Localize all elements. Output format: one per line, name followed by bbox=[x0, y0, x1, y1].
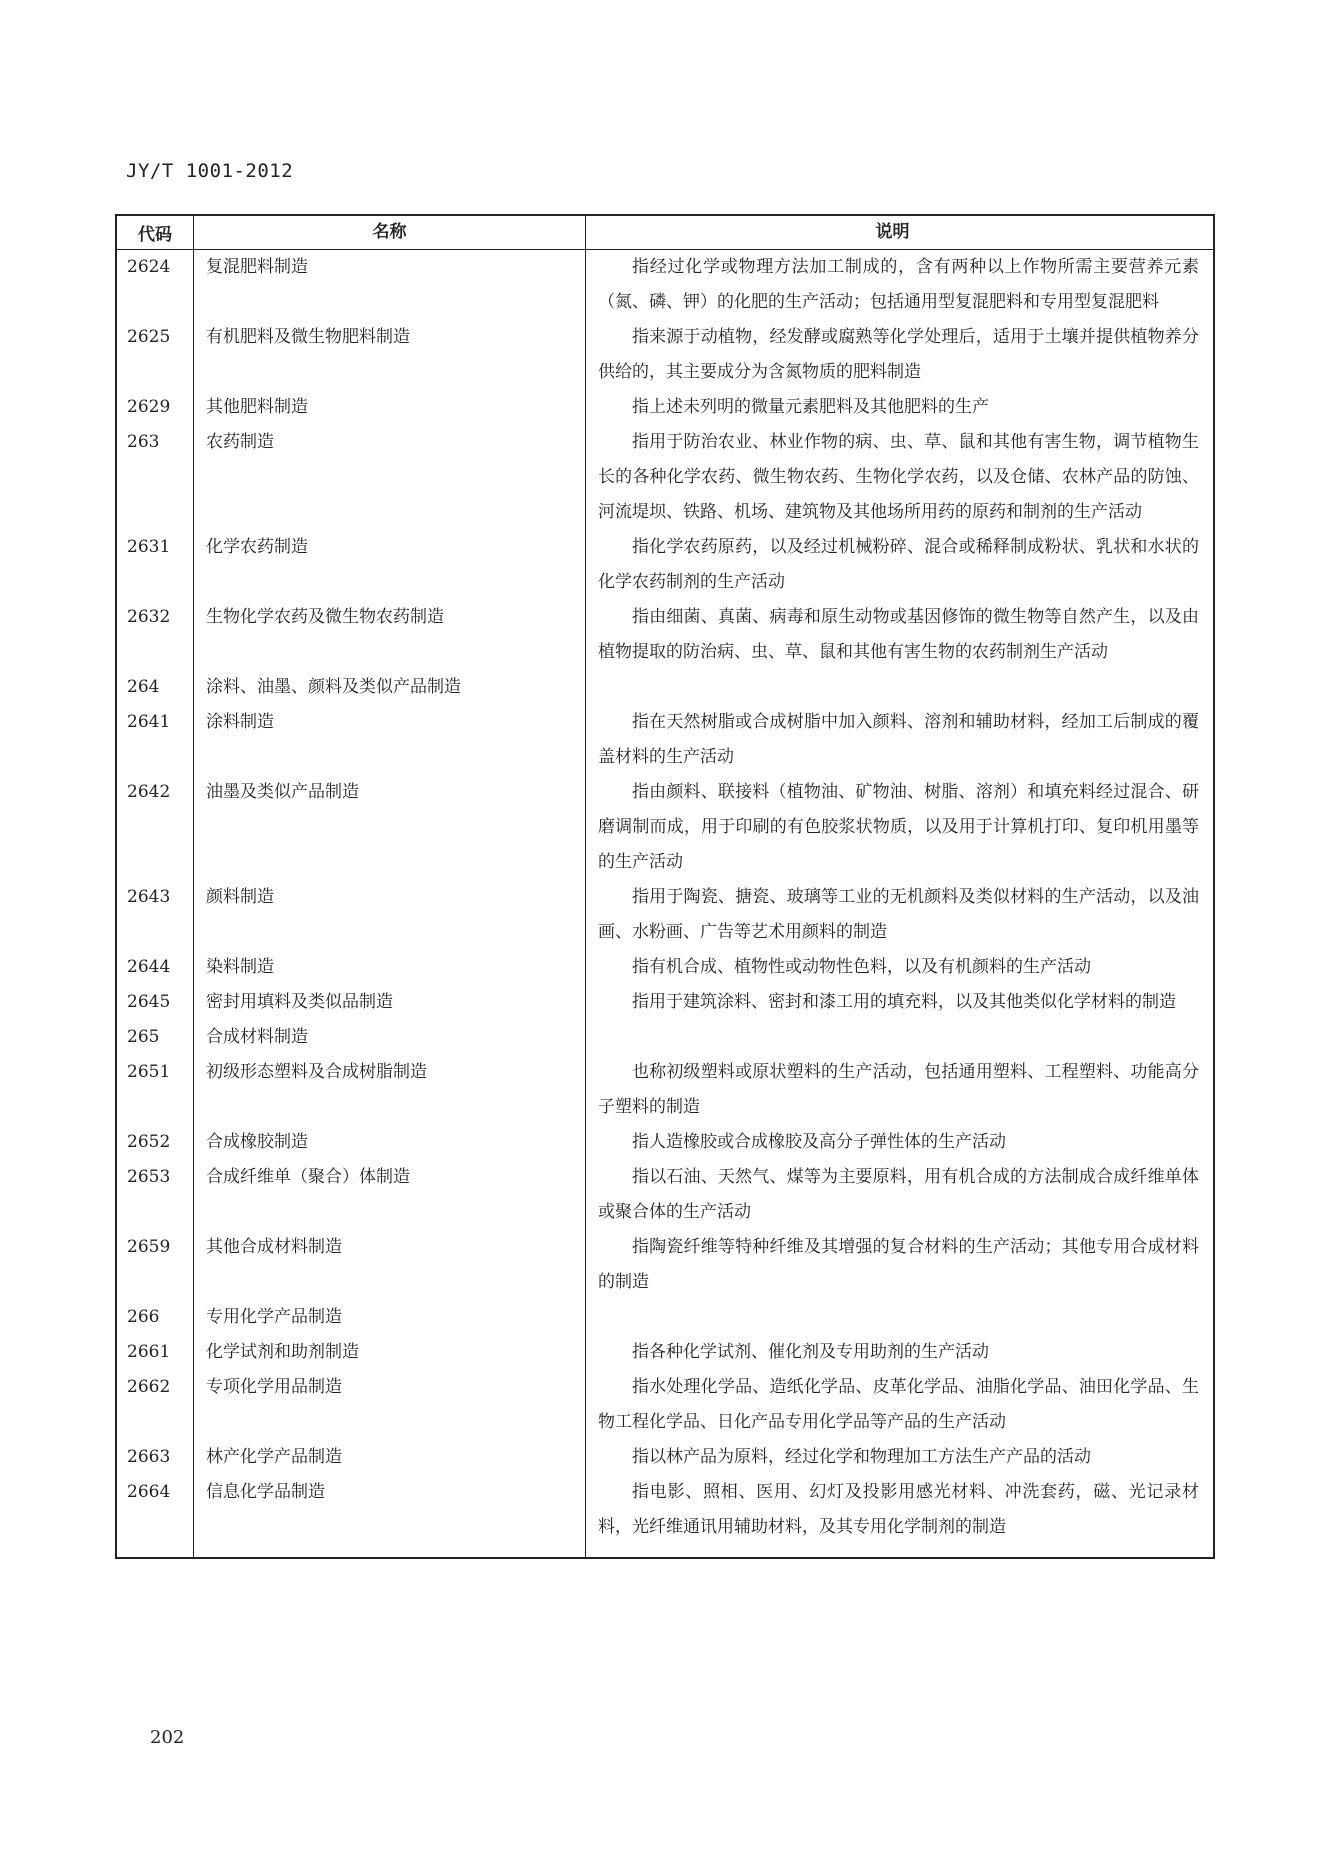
cell-code: 2629 bbox=[127, 397, 171, 417]
cell-code: 2659 bbox=[127, 1237, 171, 1257]
table-row bbox=[117, 670, 1213, 705]
cell-description: 指陶瓷纤维等特种纤维及其增强的复合材料的生产活动；其他专用合成材料的制造 bbox=[585, 1230, 1213, 1300]
cell-code: 2664 bbox=[127, 1482, 171, 1502]
table-row bbox=[117, 1475, 1213, 1545]
cell-code: 264 bbox=[127, 677, 160, 697]
document-standard-header: JY/T 1001-2012 bbox=[126, 160, 294, 182]
table-header-row bbox=[117, 216, 1213, 250]
cell-name: 合成橡胶制造 bbox=[193, 1125, 585, 1160]
cell-name: 复混肥料制造 bbox=[193, 250, 585, 320]
cell-name: 油墨及类似产品制造 bbox=[193, 775, 585, 880]
cell-description: 指各种化学试剂、催化剂及专用助剂的生产活动 bbox=[585, 1335, 1213, 1370]
cell-code: 266 bbox=[127, 1307, 160, 1327]
cell-name: 专用化学产品制造 bbox=[193, 1300, 585, 1335]
cell-description: 指有机合成、植物性或动物性色料，以及有机颜料的生产活动 bbox=[585, 950, 1213, 985]
cell-name: 合成材料制造 bbox=[193, 1020, 585, 1055]
table-row bbox=[117, 250, 1213, 320]
table-row bbox=[117, 1335, 1213, 1370]
header-name: 名称 bbox=[193, 216, 585, 249]
table-row bbox=[117, 425, 1213, 530]
table-row bbox=[117, 1370, 1213, 1440]
cell-name: 专项化学用品制造 bbox=[193, 1370, 585, 1440]
cell-code: 2632 bbox=[127, 607, 171, 627]
cell-code: 2653 bbox=[127, 1167, 171, 1187]
cell-description bbox=[585, 1300, 1213, 1335]
cell-name: 密封用填料及类似品制造 bbox=[193, 985, 585, 1020]
table-body bbox=[117, 250, 1213, 1545]
cell-code: 2662 bbox=[127, 1377, 171, 1397]
cell-code: 2661 bbox=[127, 1342, 171, 1362]
cell-description: 指来源于动植物，经发酵或腐熟等化学处理后，适用于土壤并提供植物养分供给的，其主要成分为含氮物质的肥料制造 bbox=[585, 320, 1213, 390]
cell-description: 指电影、照相、医用、幻灯及投影用感光材料、冲洗套药，磁、光记录材料，光纤维通讯用辅助材料，及其专用化学制剂的制造 bbox=[585, 1475, 1213, 1545]
cell-description: 指经过化学或物理方法加工制成的，含有两种以上作物所需主要营养元素（氮、磷、钾）的化肥的生产活动；包括通用型复混肥料和专用型复混肥料 bbox=[585, 250, 1213, 320]
cell-name: 初级形态塑料及合成树脂制造 bbox=[193, 1055, 585, 1125]
cell-description: 指人造橡胶或合成橡胶及高分子弹性体的生产活动 bbox=[585, 1125, 1213, 1160]
table-row bbox=[117, 705, 1213, 775]
cell-code: 2663 bbox=[127, 1447, 171, 1467]
table-row bbox=[117, 775, 1213, 880]
cell-description: 也称初级塑料或原状塑料的生产活动，包括通用塑料、工程塑料、功能高分子塑料的制造 bbox=[585, 1055, 1213, 1125]
cell-name: 涂料、油墨、颜料及类似产品制造 bbox=[193, 670, 585, 705]
header-code: 代码 bbox=[138, 225, 172, 245]
cell-code: 2624 bbox=[127, 257, 171, 277]
cell-description: 指用于防治农业、林业作物的病、虫、草、鼠和其他有害生物，调节植物生长的各种化学农药、微生物农药、生物化学农药，以及仓储、农林产品的防蚀、河流堤坝、铁路、机场、建筑物及其他场所用药的原药和制剂的生产活动 bbox=[585, 425, 1213, 530]
table-row bbox=[117, 950, 1213, 985]
cell-name: 化学农药制造 bbox=[193, 530, 585, 600]
table-row bbox=[117, 320, 1213, 390]
table-row bbox=[117, 600, 1213, 670]
cell-description bbox=[585, 1020, 1213, 1055]
table-row bbox=[117, 1055, 1213, 1125]
cell-code: 2644 bbox=[127, 957, 171, 977]
header-description: 说明 bbox=[585, 216, 1213, 249]
cell-name: 农药制造 bbox=[193, 425, 585, 530]
table-row bbox=[117, 880, 1213, 950]
cell-name: 有机肥料及微生物肥料制造 bbox=[193, 320, 585, 390]
cell-description: 指上述未列明的微量元素肥料及其他肥料的生产 bbox=[585, 390, 1213, 425]
table-row bbox=[117, 1230, 1213, 1300]
cell-description: 指用于陶瓷、搪瓷、玻璃等工业的无机颜料及类似材料的生产活动，以及油画、水粉画、广告等艺术用颜料的制造 bbox=[585, 880, 1213, 950]
cell-name: 涂料制造 bbox=[193, 705, 585, 775]
table-row bbox=[117, 985, 1213, 1020]
cell-name: 合成纤维单（聚合）体制造 bbox=[193, 1160, 585, 1230]
table-row bbox=[117, 530, 1213, 600]
cell-code: 2631 bbox=[127, 537, 171, 557]
table-row bbox=[117, 1125, 1213, 1160]
cell-description: 指水处理化学品、造纸化学品、皮革化学品、油脂化学品、油田化学品、生物工程化学品、日化产品专用化学品等产品的生产活动 bbox=[585, 1370, 1213, 1440]
cell-description: 指在天然树脂或合成树脂中加入颜料、溶剂和辅助材料，经加工后制成的覆盖材料的生产活动 bbox=[585, 705, 1213, 775]
cell-name: 颜料制造 bbox=[193, 880, 585, 950]
table-row bbox=[117, 390, 1213, 425]
cell-code: 2645 bbox=[127, 992, 171, 1012]
cell-code: 2641 bbox=[127, 712, 171, 732]
cell-description: 指由颜料、联接料（植物油、矿物油、树脂、溶剂）和填充料经过混合、研磨调制而成，用于印刷的有色胶浆状物质，以及用于计算机打印、复印机用墨等的生产活动 bbox=[585, 775, 1213, 880]
table-bottom-padding bbox=[117, 1545, 1213, 1557]
cell-name: 其他肥料制造 bbox=[193, 390, 585, 425]
cell-name: 染料制造 bbox=[193, 950, 585, 985]
industry-classification-table bbox=[115, 214, 1215, 1559]
cell-description: 指化学农药原药，以及经过机械粉碎、混合或稀释制成粉状、乳状和水状的化学农药制剂的生产活动 bbox=[585, 530, 1213, 600]
cell-code: 265 bbox=[127, 1027, 160, 1047]
cell-description: 指由细菌、真菌、病毒和原生动物或基因修饰的微生物等自然产生，以及由植物提取的防治病、虫、草、鼠和其他有害生物的农药制剂生产活动 bbox=[585, 600, 1213, 670]
cell-code: 2652 bbox=[127, 1132, 171, 1152]
cell-name: 生物化学农药及微生物农药制造 bbox=[193, 600, 585, 670]
table-row bbox=[117, 1020, 1213, 1055]
table-row bbox=[117, 1160, 1213, 1230]
cell-name: 化学试剂和助剂制造 bbox=[193, 1335, 585, 1370]
cell-description bbox=[585, 670, 1213, 705]
cell-description: 指以石油、天然气、煤等为主要原料，用有机合成的方法制成合成纤维单体或聚合体的生产活动 bbox=[585, 1160, 1213, 1230]
cell-code: 2625 bbox=[127, 327, 171, 347]
cell-code: 2643 bbox=[127, 887, 171, 907]
cell-code: 2651 bbox=[127, 1062, 171, 1082]
cell-name: 其他合成材料制造 bbox=[193, 1230, 585, 1300]
page-number: 202 bbox=[150, 1727, 185, 1748]
table-row bbox=[117, 1300, 1213, 1335]
cell-description: 指以林产品为原料，经过化学和物理加工方法生产产品的活动 bbox=[585, 1440, 1213, 1475]
cell-description: 指用于建筑涂料、密封和漆工用的填充料，以及其他类似化学材料的制造 bbox=[585, 985, 1213, 1020]
cell-code: 263 bbox=[127, 432, 160, 452]
cell-name: 信息化学品制造 bbox=[193, 1475, 585, 1545]
table-row bbox=[117, 1440, 1213, 1475]
cell-code: 2642 bbox=[127, 782, 171, 802]
cell-name: 林产化学产品制造 bbox=[193, 1440, 585, 1475]
